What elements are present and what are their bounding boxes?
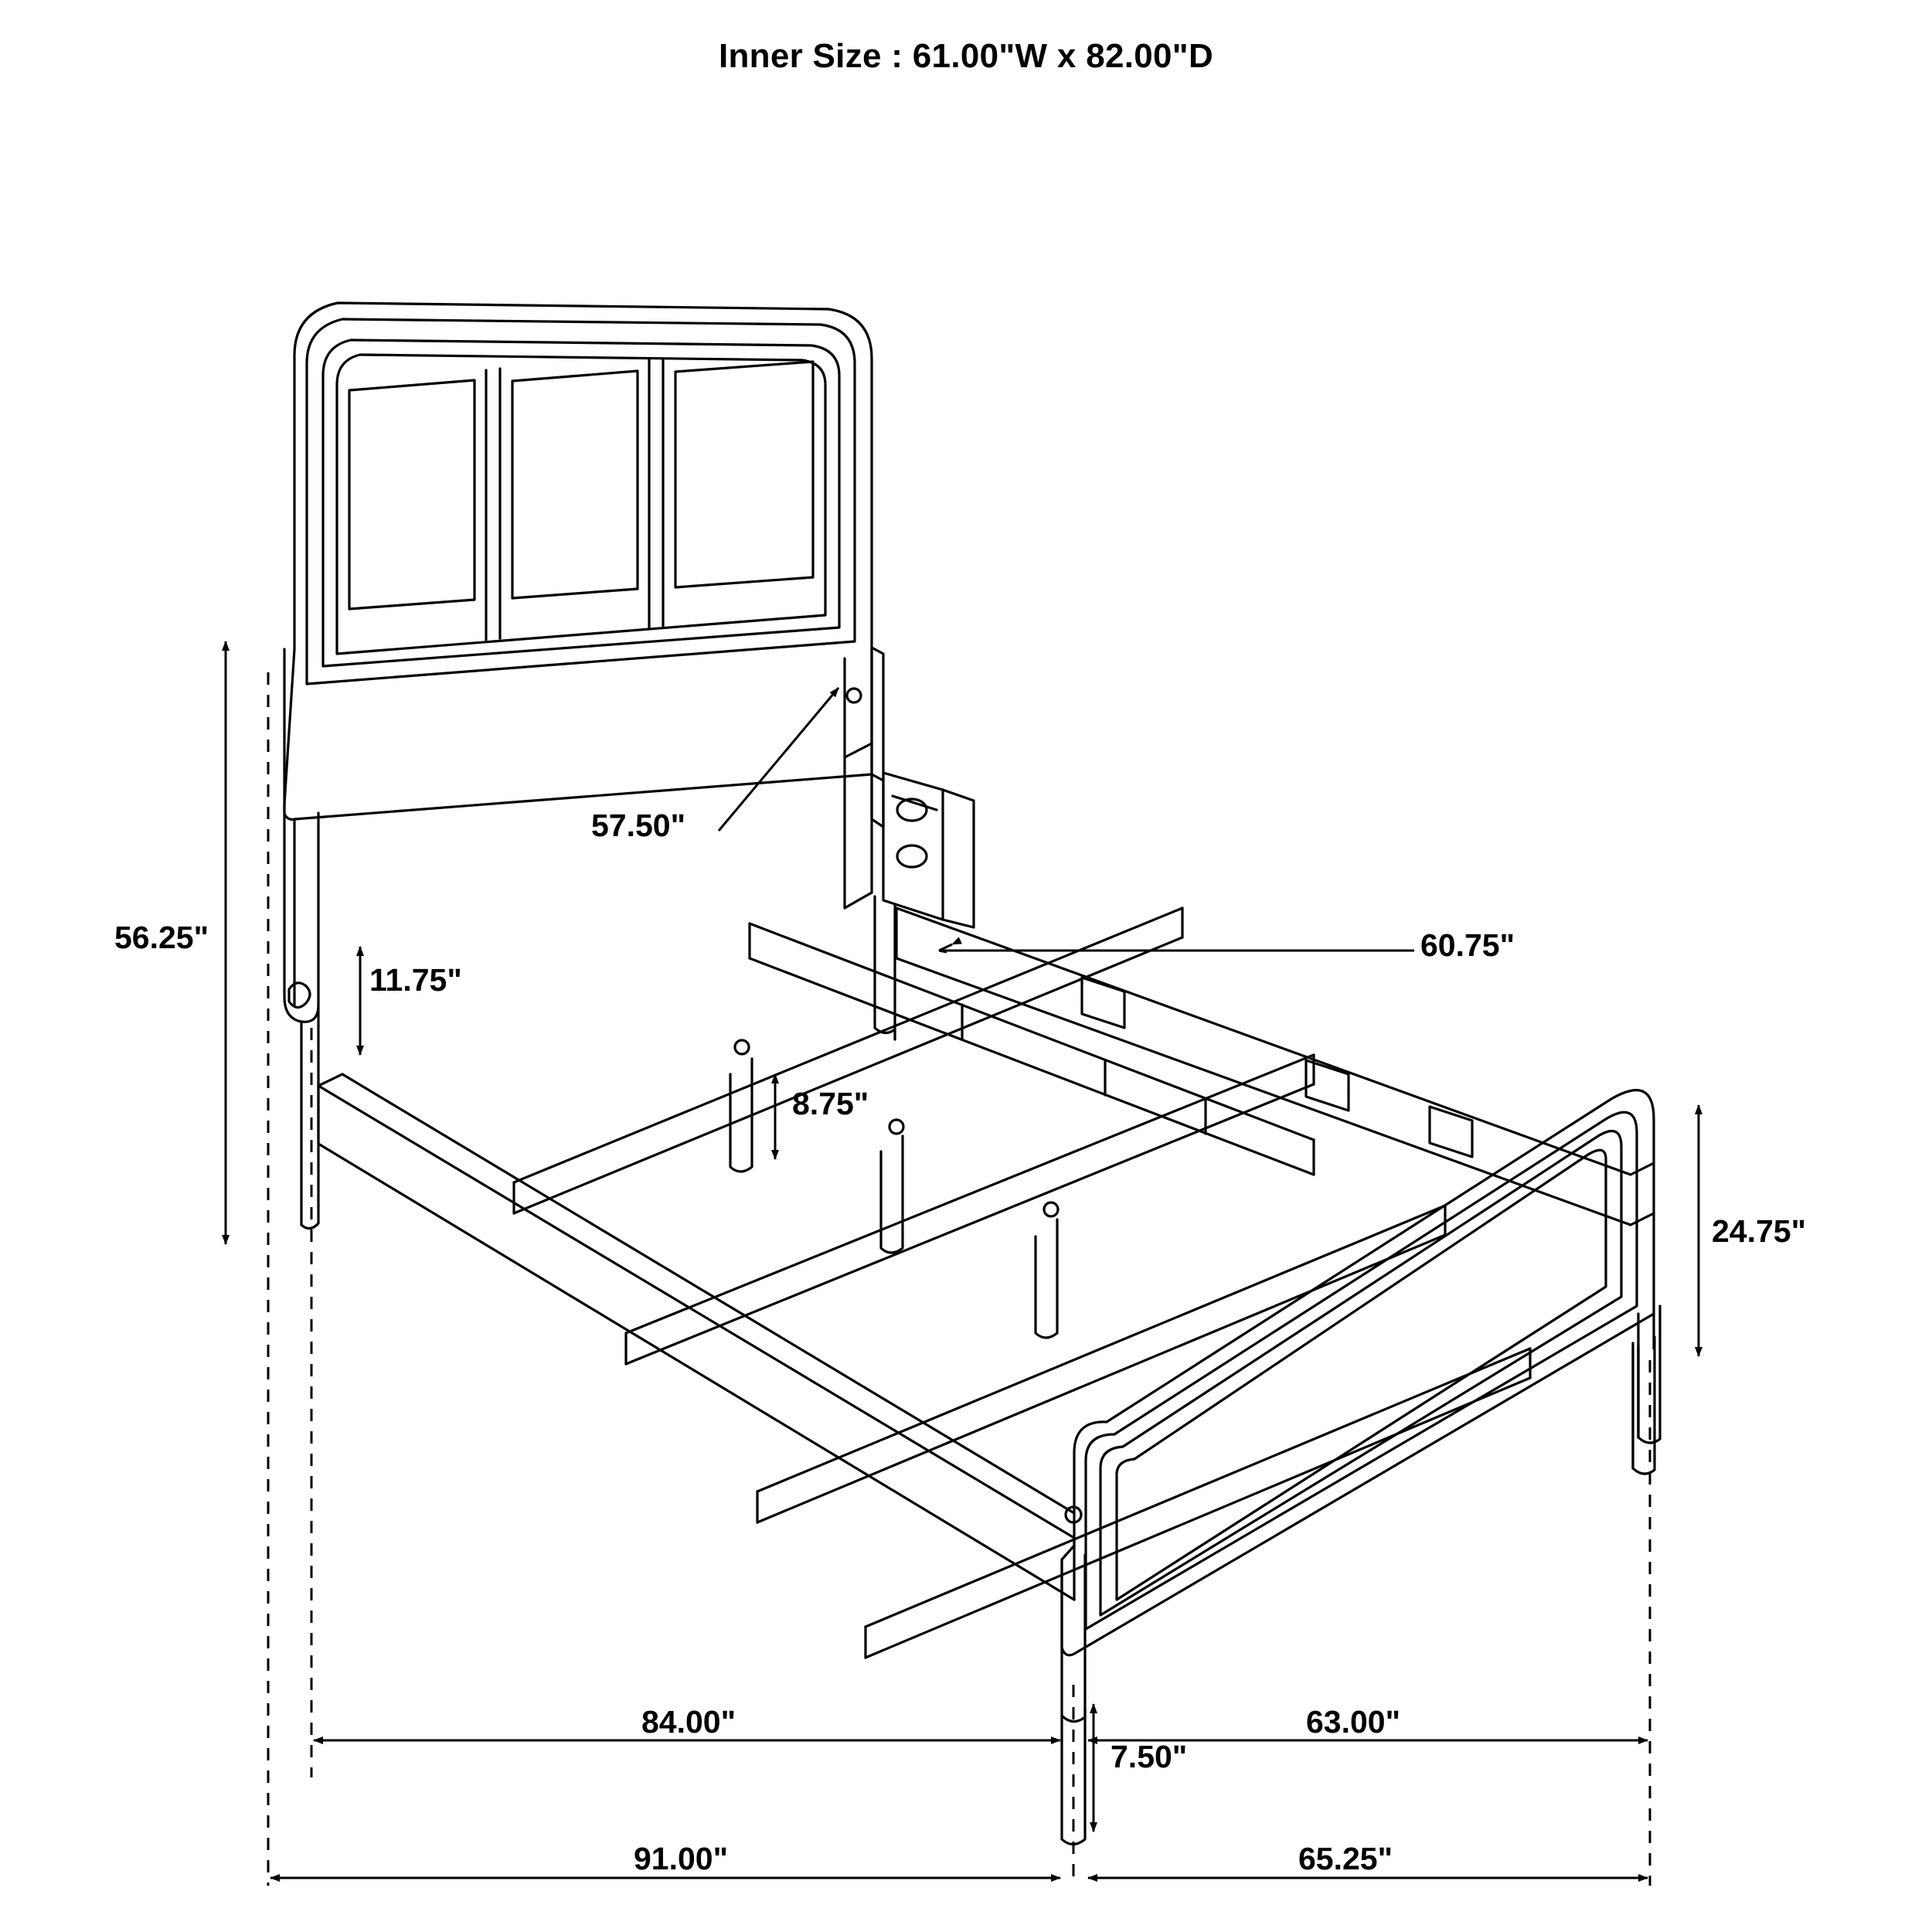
- dim-label-footboard-height: 24.75": [1712, 1213, 1807, 1249]
- bed-outline: [284, 303, 1660, 1845]
- dim-label-headboard-width: 57.50": [591, 808, 686, 843]
- dim-label-panel-gap: 11.75": [369, 962, 462, 998]
- dim-headboard-width-leader: [719, 688, 838, 831]
- dim-label-overall-length: 91.00": [634, 1841, 729, 1876]
- dim-label-overall-height: 56.25": [114, 920, 209, 955]
- dim-label-side-rail-length: 84.00": [641, 1704, 736, 1740]
- dim-label-footboard-clearance: 7.50": [1111, 1739, 1188, 1774]
- dim-label-slat-height: 8.75": [792, 1086, 869, 1121]
- page-title: Inner Size : 61.00"W x 82.00"D: [718, 37, 1214, 75]
- dim-label-footboard-depth: 63.00": [1306, 1704, 1401, 1740]
- extension-lines: [268, 672, 1650, 1886]
- dim-label-inner-rail: 60.75": [1420, 927, 1515, 963]
- dimension-lines: [226, 641, 1699, 1886]
- dim-label-footboard-span: 65.25": [1298, 1841, 1393, 1876]
